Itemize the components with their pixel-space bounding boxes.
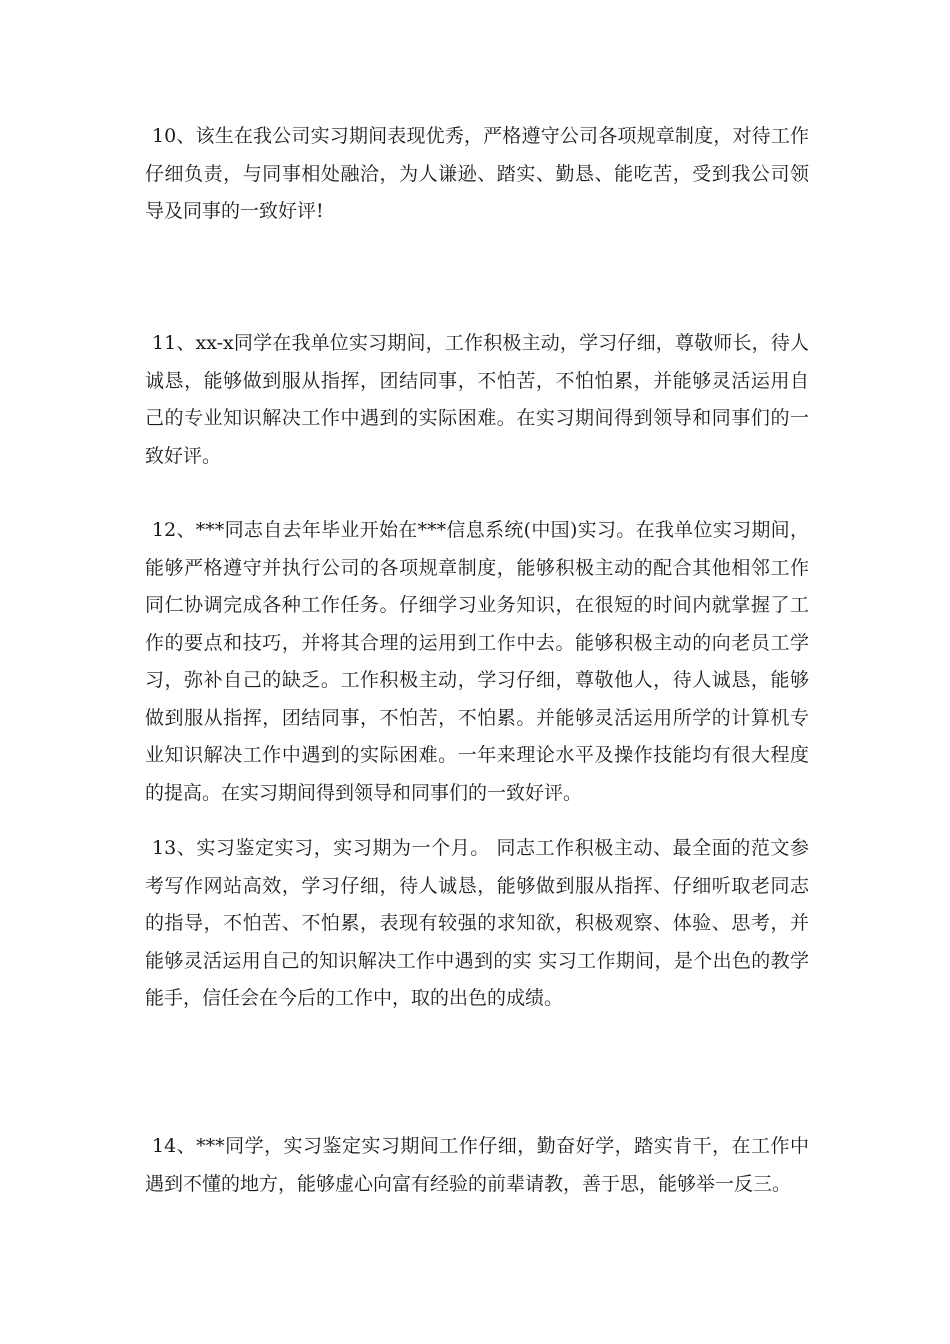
paragraph-12: 12、***同志自去年毕业开始在***信息系统(中国)实习。在我单位实习期间，能够严格遵守并执行公司的各项规章制度，能够积极主动的配合其他相邻工作同仁协调完成各种工作任务。仔细学习业务知识，在很短的时间内就掌握了工作的要点和技巧，并将其合理的运用到工作中去。能够积极主动的向老员工学习，弥补自己的缺乏。工作积极主动，学习仔细，尊敬他人，待人诚恳，能够做到服从指挥，团结同事，不怕苦，不怕累。并能够灵活运用所学的计算机专业知识解决工作中遇到的实际困难。一年来理论水平及操作技能均有很大程度的提高。在实习期间得到领导和同事们的一致好评。: [145, 519, 809, 804]
paragraph-10: 10、该生在我公司实习期间表现优秀，严格遵守公司各项规章制度，对待工作仔细负责，与同事相处融洽，为人谦逊、踏实、勤恳、能吃苦，受到我公司领导及同事的一致好评!: [145, 125, 809, 222]
paragraph-13: 13、实习鉴定实习，实习期为一个月。 同志工作积极主动、最全面的范文参考写作网站高效，学习仔细，待人诚恳，能够做到服从指挥、仔细听取老同志的指导，不怕苦、不怕累，表现有较强的求知欲，积极观察、体验、思考，并能够灵活运用自己的知识解决工作中遇到的实 实习工作期间，是个出色的教学能手，信任会在今后的工作中，取的出色的成绩。: [145, 837, 809, 1009]
paragraph-11: 11、xx-x同学在我单位实习期间，工作积极主动，学习仔细，尊敬师长，待人诚恳，能够做到服从指挥，团结同事，不怕苦，不怕怕累，并能够灵活运用自己的专业知识解决工作中遇到的实际困难。在实习期间得到领导和同事们的一致好评。: [145, 332, 809, 467]
paragraph-14: 14、***同学，实习鉴定实习期间工作仔细，勤奋好学，踏实肯干，在工作中遇到不懂的地方，能够虚心向富有经验的前辈请教，善于思，能够举一反三。: [145, 1135, 809, 1195]
